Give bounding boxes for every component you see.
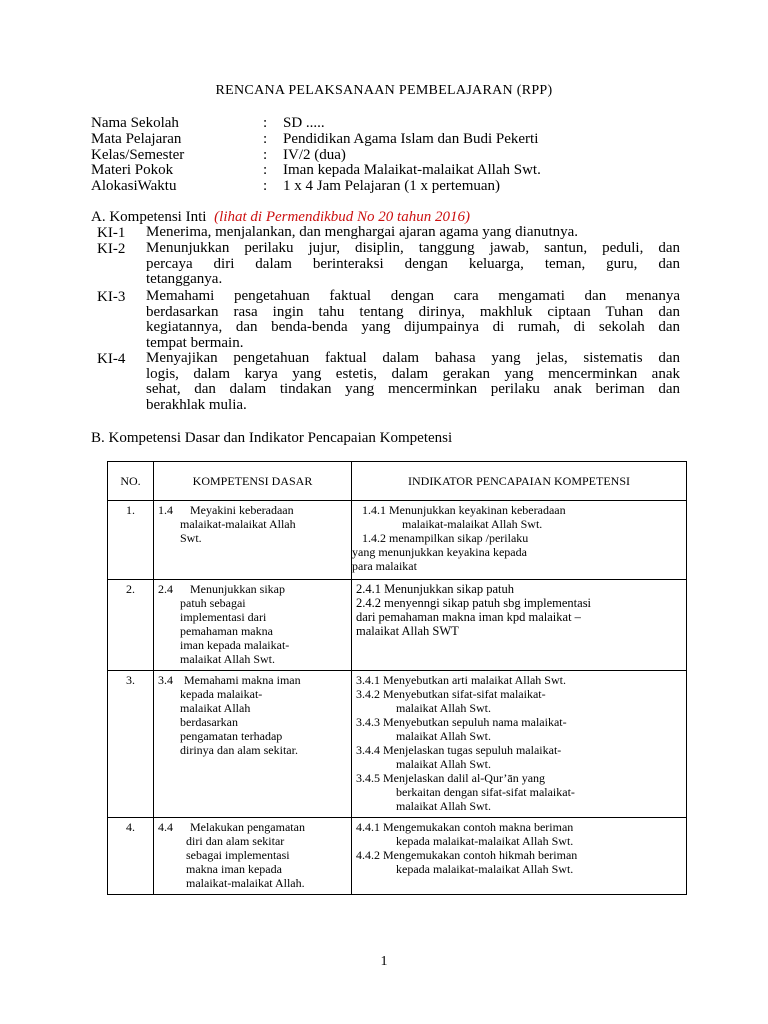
kd-line: pengamatan terhadap bbox=[180, 729, 283, 743]
indicator-line: dari pemahaman makna iman kpd malaikat – bbox=[356, 610, 581, 624]
row-number: 4. bbox=[108, 818, 154, 895]
kd-cell bbox=[154, 501, 352, 580]
indicator-line: malaikat-malaikat Allah Swt. bbox=[402, 517, 543, 531]
indicator-line: kepada malaikat-malaikat Allah Swt. bbox=[396, 862, 574, 876]
indicator-line: 3.4.2 Menyebutkan sifat-sifat malaikat- bbox=[356, 687, 546, 701]
kd-line: implementasi dari bbox=[180, 610, 267, 624]
kd-line: malaikat Allah bbox=[180, 701, 251, 715]
ki-line: percaya diri dalam berinteraksi dengan keluarga, teman, guru, dan bbox=[146, 255, 680, 272]
identity-value: 1 x 4 Jam Pelajaran (1 x pertemuan) bbox=[283, 178, 501, 194]
ki-line: sehat, dan dalam tindakan yang mencerminkan perilaku anak beriman dan bbox=[146, 381, 680, 398]
indicator-line: 1.4.2 menampilkan sikap /perilaku bbox=[362, 531, 529, 545]
section-a-note: (lihat di Permendikbud No 20 tahun 2016) bbox=[214, 209, 470, 225]
indicator-line: 3.4.3 Menyebutkan sepuluh nama malaikat- bbox=[356, 715, 567, 729]
ki-code: KI-3 bbox=[97, 289, 126, 305]
ki-line: Memahami pengetahuan faktual dengan cara mengamati dan menanya bbox=[146, 288, 680, 304]
identity-colon: : bbox=[263, 131, 268, 147]
ki-code: KI-4 bbox=[97, 351, 126, 367]
identity-label: Kelas/Semester bbox=[91, 147, 185, 163]
ki-line: tetangganya. bbox=[146, 271, 223, 288]
competency-table bbox=[107, 461, 687, 895]
ki-line: berdasarkan rasa ingin tahu tentang dirinya, makhluk ciptaan Tuhan dan bbox=[146, 303, 680, 320]
indicator-line: malaikat Allah Swt. bbox=[396, 701, 491, 715]
ki-line: Menyajikan pengetahuan faktual dalam bahasa yang jelas, sistematis dan bbox=[146, 350, 680, 366]
kd-line: Menunjukkan sikap bbox=[190, 582, 285, 596]
table-header: INDIKATOR PENCAPAIAN KOMPETENSI bbox=[352, 462, 687, 501]
ki-text bbox=[146, 241, 680, 288]
kd-line: dirinya dan alam sekitar. bbox=[180, 743, 298, 757]
ki-line: Menerima, menjalankan, dan menghargai ajaran agama yang dianutnya. bbox=[146, 224, 579, 240]
kd-line: sebagai implementasi bbox=[186, 848, 290, 862]
identity-value: SD ..... bbox=[283, 115, 325, 131]
section-b-heading: B. Kompetensi Dasar dan Indikator Pencapaian Kompetensi bbox=[91, 430, 453, 446]
indicator-line: 3.4.1 Menyebutkan arti malaikat Allah Swt. bbox=[356, 673, 566, 687]
page-number: 1 bbox=[380, 954, 388, 969]
kd-code: 4.4 bbox=[158, 820, 173, 834]
kd-line: patuh sebagai bbox=[180, 596, 246, 610]
section-a-title: A. Kompetensi Inti bbox=[91, 209, 207, 225]
identity-label: AlokasiWaktu bbox=[91, 178, 177, 194]
indicator-line: 4.4.1 Mengemukakan contoh makna beriman bbox=[356, 820, 574, 834]
kd-code: 1.4 bbox=[158, 503, 173, 517]
indicator-line: malaikat Allah Swt. bbox=[396, 799, 491, 813]
indicator-line: 4.4.2 Mengemukakan contoh hikmah beriman bbox=[356, 848, 578, 862]
ki-line: Menunjukkan perilaku jujur, disiplin, tanggung jawab, santun, peduli, dan bbox=[146, 240, 680, 256]
identity-label: Nama Sekolah bbox=[91, 115, 179, 131]
table-row bbox=[108, 818, 687, 895]
ki-line: logis, dalam karya yang estetis, dalam gerakan yang mencerminkan anak bbox=[146, 365, 680, 382]
row-number: 2. bbox=[108, 580, 154, 671]
kd-line: iman kepada malaikat- bbox=[180, 638, 290, 652]
indicator-cell bbox=[352, 671, 687, 818]
identity-value: IV/2 (dua) bbox=[283, 147, 346, 163]
ki-line: kegiatannya, dan benda-benda yang dijumpainya di rumah, di sekolah dan bbox=[146, 319, 680, 336]
kd-code: 2.4 bbox=[158, 582, 173, 596]
table-row bbox=[108, 501, 687, 580]
identity-value: Iman kepada Malaikat-malaikat Allah Swt. bbox=[283, 162, 541, 178]
ki-line: tempat bermain. bbox=[146, 334, 244, 351]
kd-line: kepada malaikat- bbox=[180, 687, 263, 701]
kd-cell bbox=[154, 818, 352, 895]
table-header: NO. bbox=[108, 462, 154, 501]
row-number: 1. bbox=[108, 501, 154, 580]
identity-colon: : bbox=[263, 178, 268, 194]
indicator-line: 3.4.5 Menjelaskan dalil al-Qur’ān yang bbox=[356, 771, 546, 785]
indicator-line: malaikat Allah Swt. bbox=[396, 757, 491, 771]
identity-label: Mata Pelajaran bbox=[91, 131, 182, 147]
kd-line: Melakukan pengamatan bbox=[190, 820, 305, 834]
indicator-cell bbox=[352, 818, 687, 895]
indicator-line: malaikat Allah SWT bbox=[356, 624, 459, 638]
indicator-line: para malaikat bbox=[352, 559, 417, 573]
indicator-cell bbox=[352, 501, 687, 580]
identity-colon: : bbox=[263, 115, 268, 131]
table-row bbox=[108, 671, 687, 818]
indicator-line: 2.4.2 menyenngi sikap patuh sbg implementasi bbox=[356, 596, 592, 610]
ki-text bbox=[146, 225, 680, 241]
kd-line: malaikat-malaikat Allah bbox=[180, 517, 296, 531]
ki-text bbox=[146, 351, 680, 413]
indicator-line: yang menunjukkan keyakina kepada bbox=[352, 545, 527, 559]
table-header-row bbox=[108, 462, 687, 501]
kd-line: Swt. bbox=[180, 531, 202, 545]
identity-value: Pendidikan Agama Islam dan Budi Pekerti bbox=[283, 131, 539, 147]
kd-line: makna iman kepada bbox=[186, 862, 282, 876]
ki-text bbox=[146, 289, 680, 351]
indicator-line: berkaitan dengan sifat-sifat malaikat- bbox=[396, 785, 575, 799]
ki-code: KI-1 bbox=[97, 225, 126, 241]
row-number: 3. bbox=[108, 671, 154, 818]
indicator-line: 1.4.1 Menunjukkan keyakinan keberadaan bbox=[362, 503, 566, 517]
ki-line: berakhlak mulia. bbox=[146, 396, 247, 413]
identity-colon: : bbox=[263, 147, 268, 163]
kd-line: malaikat-malaikat Allah. bbox=[186, 876, 305, 890]
indicator-cell bbox=[352, 580, 687, 671]
indicator-line: kepada malaikat-malaikat Allah Swt. bbox=[396, 834, 574, 848]
ki-code: KI-2 bbox=[97, 241, 126, 257]
document-title: RENCANA PELAKSANAAN PEMBELAJARAN (RPP) bbox=[215, 83, 553, 98]
kd-cell bbox=[154, 580, 352, 671]
kd-line: berdasarkan bbox=[180, 715, 238, 729]
table-row bbox=[108, 580, 687, 671]
kd-line: pemahaman makna bbox=[180, 624, 273, 638]
table-header: KOMPETENSI DASAR bbox=[154, 462, 352, 501]
kd-line: Meyakini keberadaan bbox=[190, 503, 294, 517]
kd-line: malaikat Allah Swt. bbox=[180, 652, 275, 666]
kd-cell bbox=[154, 671, 352, 818]
kd-line: diri dan alam sekitar bbox=[186, 834, 285, 848]
identity-colon: : bbox=[263, 162, 268, 178]
identity-label: Materi Pokok bbox=[91, 162, 174, 178]
indicator-line: 3.4.4 Menjelaskan tugas sepuluh malaikat- bbox=[356, 743, 562, 757]
indicator-line: malaikat Allah Swt. bbox=[396, 729, 491, 743]
kd-code: 3.4 bbox=[158, 673, 173, 687]
kd-line: Memahami makna iman bbox=[184, 673, 301, 687]
indicator-line: 2.4.1 Menunjukkan sikap patuh bbox=[356, 582, 514, 596]
